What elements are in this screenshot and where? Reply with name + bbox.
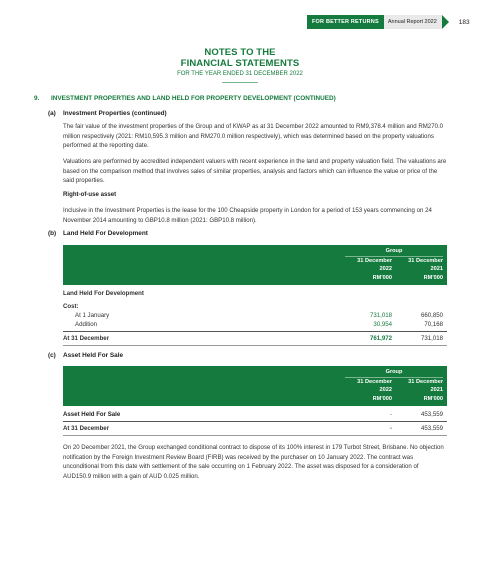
table-b-header [63, 245, 447, 285]
row-label: Addition [75, 321, 98, 328]
paragraph-disposal: On 20 December 2021, the Group exchanged conditional contract to dispose of its 100% interest in 179 Turbot Street, Brisbane. No objection notification by the Foreign Investment Review Board (FIRB) was received by the purchaser on 10 January 2022. The contract was unconditional from this date with settlement of the sale occurring on 1 February 2022. The asset was disposed for a consideration of AUD150.9 million with a gain of AUD 0.025 million. [63, 444, 444, 480]
table-row [63, 410, 447, 419]
table-c-col-2022 [357, 378, 392, 403]
table-c-bottom-rule [63, 435, 447, 436]
col-2022-line-3: RM'000 [372, 395, 392, 402]
table-c-total-row [63, 424, 447, 433]
total-value-2021: 453,559 [420, 425, 443, 432]
col-2022-line-2: 2022 [379, 387, 392, 394]
row-value-2022: 30,954 [373, 321, 392, 328]
header-tagline: FOR BETTER RETURNS [307, 15, 384, 29]
subsection-a-heading [48, 110, 167, 117]
row-label: At 1 January [75, 312, 110, 319]
subsection-b-heading [48, 230, 148, 237]
page-header [307, 15, 470, 29]
col-2021-line-3: RM'000 [423, 274, 443, 281]
paragraph-right-of-use: Inclusive in the Investment Properties is the lease for the 100 Cheapside property in London for a period of 153 years commencing on 24 November 2014 amounting to GBP10.8 million (2021: GBP10.8 million). [63, 207, 432, 224]
paragraph-fair-value: The fair value of the investment properties of the Group and of KWAP as at 31 December 2022 amounted to RM9,378.4 million and RM270.0 million respectively (2021: RM10,595.3 million and RM270.0 million respectively), which was determined based on the property valuations performed at the reporting date. [63, 123, 444, 150]
row-label: Asset Held For Sale [63, 411, 121, 418]
subsection-b-title: Land Held For Development [63, 230, 148, 237]
row-value-2022: 731,018 [369, 312, 392, 319]
section-number: 9. [34, 95, 40, 102]
table-b-heading-row [63, 289, 447, 298]
table-row [63, 311, 447, 320]
row-value-2021: 660,850 [420, 312, 443, 319]
page-number: 183 [458, 18, 470, 26]
col-2021-line-1: 31 December [408, 258, 443, 264]
section-title: INVESTMENT PROPERTIES AND LAND HELD FOR PROPERTY DEVELOPMENT (CONTINUED) [51, 95, 336, 102]
col-2022-line-3: RM'000 [372, 274, 392, 281]
col-2021-line-1: 31 December [408, 379, 443, 385]
table-c-group-label: Group [385, 369, 403, 375]
col-2022-line-2: 2022 [379, 266, 392, 273]
right-of-use-heading: Right-of-use asset [63, 191, 117, 198]
total-label: At 31 December [63, 335, 110, 342]
table-b-col-2021 [408, 257, 443, 282]
col-2021-line-2: 2021 [430, 387, 443, 394]
col-2022-line-1: 31 December [357, 379, 392, 385]
subsection-a-title: Investment Properties (continued) [63, 110, 167, 117]
subsection-c-title: Asset Held For Sale [63, 352, 124, 359]
table-c-header [63, 366, 447, 406]
title-line-1: NOTES TO THE [204, 47, 276, 58]
col-2021-line-3: RM'000 [423, 395, 443, 402]
section-heading [34, 95, 336, 102]
title-subtitle: FOR THE YEAR ENDED 31 DECEMBER 2022 [177, 71, 303, 77]
row-value-2021: 70,168 [424, 321, 443, 328]
subsection-a-label: (a) [48, 110, 56, 117]
table-b-total-row [63, 334, 447, 343]
total-value-2021: 731,018 [420, 335, 443, 342]
table-b-col-2022 [357, 257, 392, 282]
title-divider [222, 82, 258, 83]
col-2022-line-1: 31 December [357, 258, 392, 264]
total-label: At 31 December [63, 425, 110, 432]
total-value-2022: 761,972 [369, 335, 392, 342]
title-line-2: FINANCIAL STATEMENTS [180, 58, 300, 69]
col-2021-line-2: 2021 [430, 266, 443, 273]
total-value-2022: - [389, 425, 392, 432]
table-c-col-2021 [408, 378, 443, 403]
header-arrow-icon [442, 15, 449, 29]
paragraph-valuations: Valuations are performed by accredited independent valuers with recent experience in the land and property valuation field. The valuations are based on the comparison method that involves sales of similar properties, analysis and factors which can influence the value or price of the said properties. [63, 158, 447, 185]
header-report-name: Annual Report 2022 [384, 15, 442, 29]
table-b-cost-label: Cost: [63, 303, 79, 310]
table-b-group-label: Group [385, 248, 403, 254]
table-b-cost-row [63, 302, 447, 311]
table-b-bottom-rule [63, 345, 447, 346]
subsection-b-label: (b) [48, 230, 57, 237]
table-b-total-rule [63, 331, 447, 332]
row-value-2021: 453,559 [420, 411, 443, 418]
table-row [63, 320, 447, 329]
page-title [0, 47, 480, 83]
row-value-2022: - [389, 411, 392, 418]
subsection-c-heading [48, 352, 123, 359]
subsection-c-label: (c) [48, 352, 56, 359]
table-c-total-rule [63, 421, 447, 422]
table-b-heading: Land Held For Development [63, 290, 144, 297]
